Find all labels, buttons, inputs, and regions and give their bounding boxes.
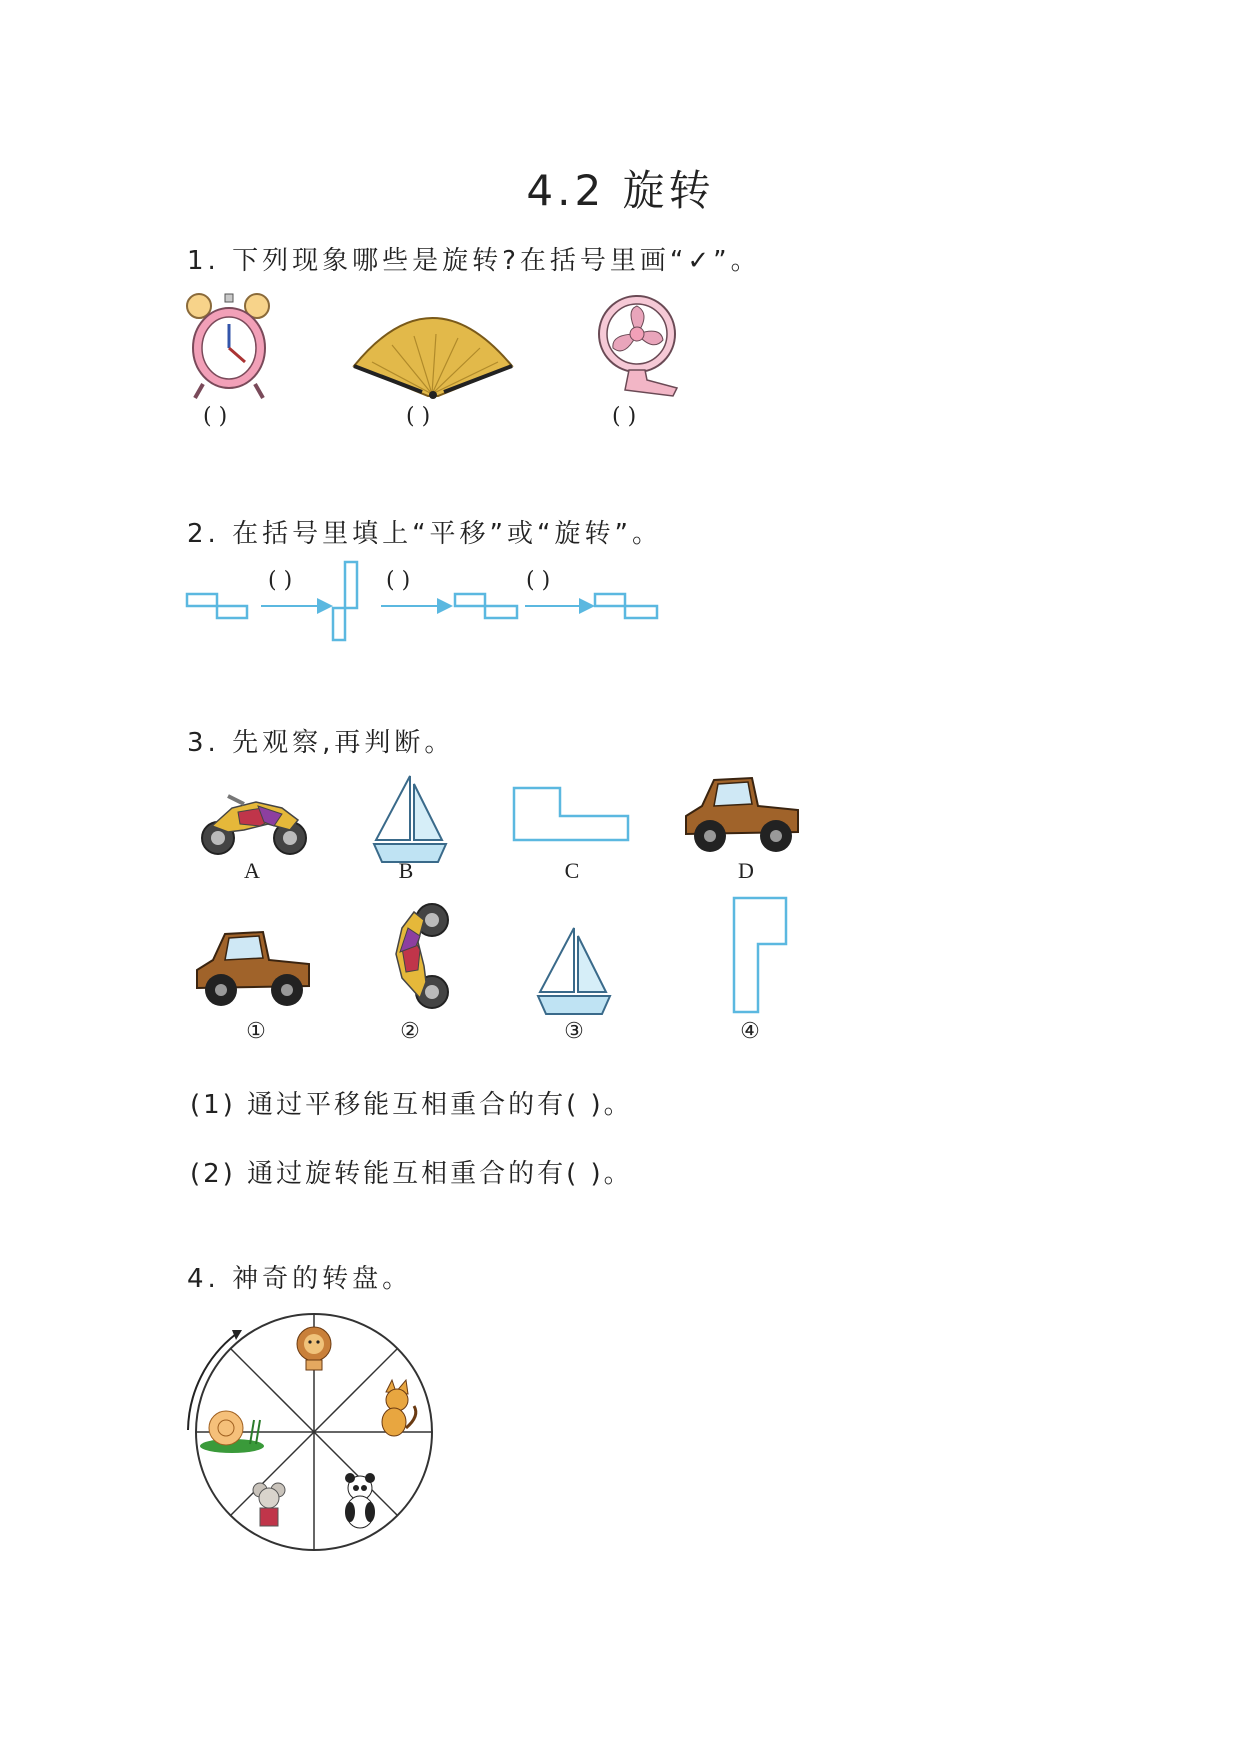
page-title: 4.2 旋转 bbox=[526, 166, 715, 215]
question-2: 2. 在括号里填上“平移”或“旋转”。 bbox=[187, 519, 662, 549]
label-b: B bbox=[398, 858, 414, 883]
label-2: ② bbox=[400, 1018, 420, 1043]
q1-answer-1[interactable]: ( ) bbox=[203, 404, 228, 429]
motorcycle-rotated-icon bbox=[380, 900, 452, 1012]
label-3: ③ bbox=[564, 1018, 584, 1043]
z-shape-4 bbox=[595, 594, 657, 618]
motorcycle-icon bbox=[198, 786, 310, 858]
truck-icon bbox=[193, 924, 313, 1010]
electric-fan-icon bbox=[595, 292, 687, 402]
sailboat-icon bbox=[372, 774, 448, 866]
q3-sub-2[interactable]: (2) 通过旋转能互相重合的有( )。 bbox=[190, 1159, 633, 1189]
q2-blank-2[interactable]: ( ) bbox=[386, 568, 411, 593]
label-d: D bbox=[738, 858, 754, 883]
z-shape-1 bbox=[187, 594, 247, 618]
label-4: ④ bbox=[740, 1018, 760, 1043]
question-4: 4. 神奇的转盘。 bbox=[187, 1264, 413, 1294]
label-1: ① bbox=[246, 1018, 266, 1043]
z-shape-2 bbox=[333, 562, 357, 640]
q1-answer-2[interactable]: ( ) bbox=[406, 404, 431, 429]
l-shape-vertical bbox=[732, 896, 792, 1016]
spinner-wheel bbox=[180, 1300, 440, 1560]
z-shape-3 bbox=[455, 594, 517, 618]
question-3: 3. 先观察,再判断。 bbox=[187, 728, 455, 758]
alarm-clock-icon bbox=[185, 292, 275, 402]
sailboat-icon bbox=[536, 926, 612, 1018]
folding-fan-icon bbox=[352, 300, 514, 400]
question-1: 1. 下列现象哪些是旋转?在括号里画“✓”。 bbox=[187, 246, 761, 276]
translation-rotation-sequence bbox=[185, 560, 665, 646]
label-c: C bbox=[564, 858, 580, 883]
l-shape-horizontal bbox=[512, 786, 632, 844]
q3-sub-1[interactable]: (1) 通过平移能互相重合的有( )。 bbox=[190, 1090, 633, 1120]
q1-answer-3[interactable]: ( ) bbox=[612, 404, 637, 429]
label-a: A bbox=[244, 858, 260, 883]
truck-icon bbox=[682, 770, 802, 856]
q2-blank-3[interactable]: ( ) bbox=[526, 568, 551, 593]
q2-blank-1[interactable]: ( ) bbox=[268, 568, 293, 593]
